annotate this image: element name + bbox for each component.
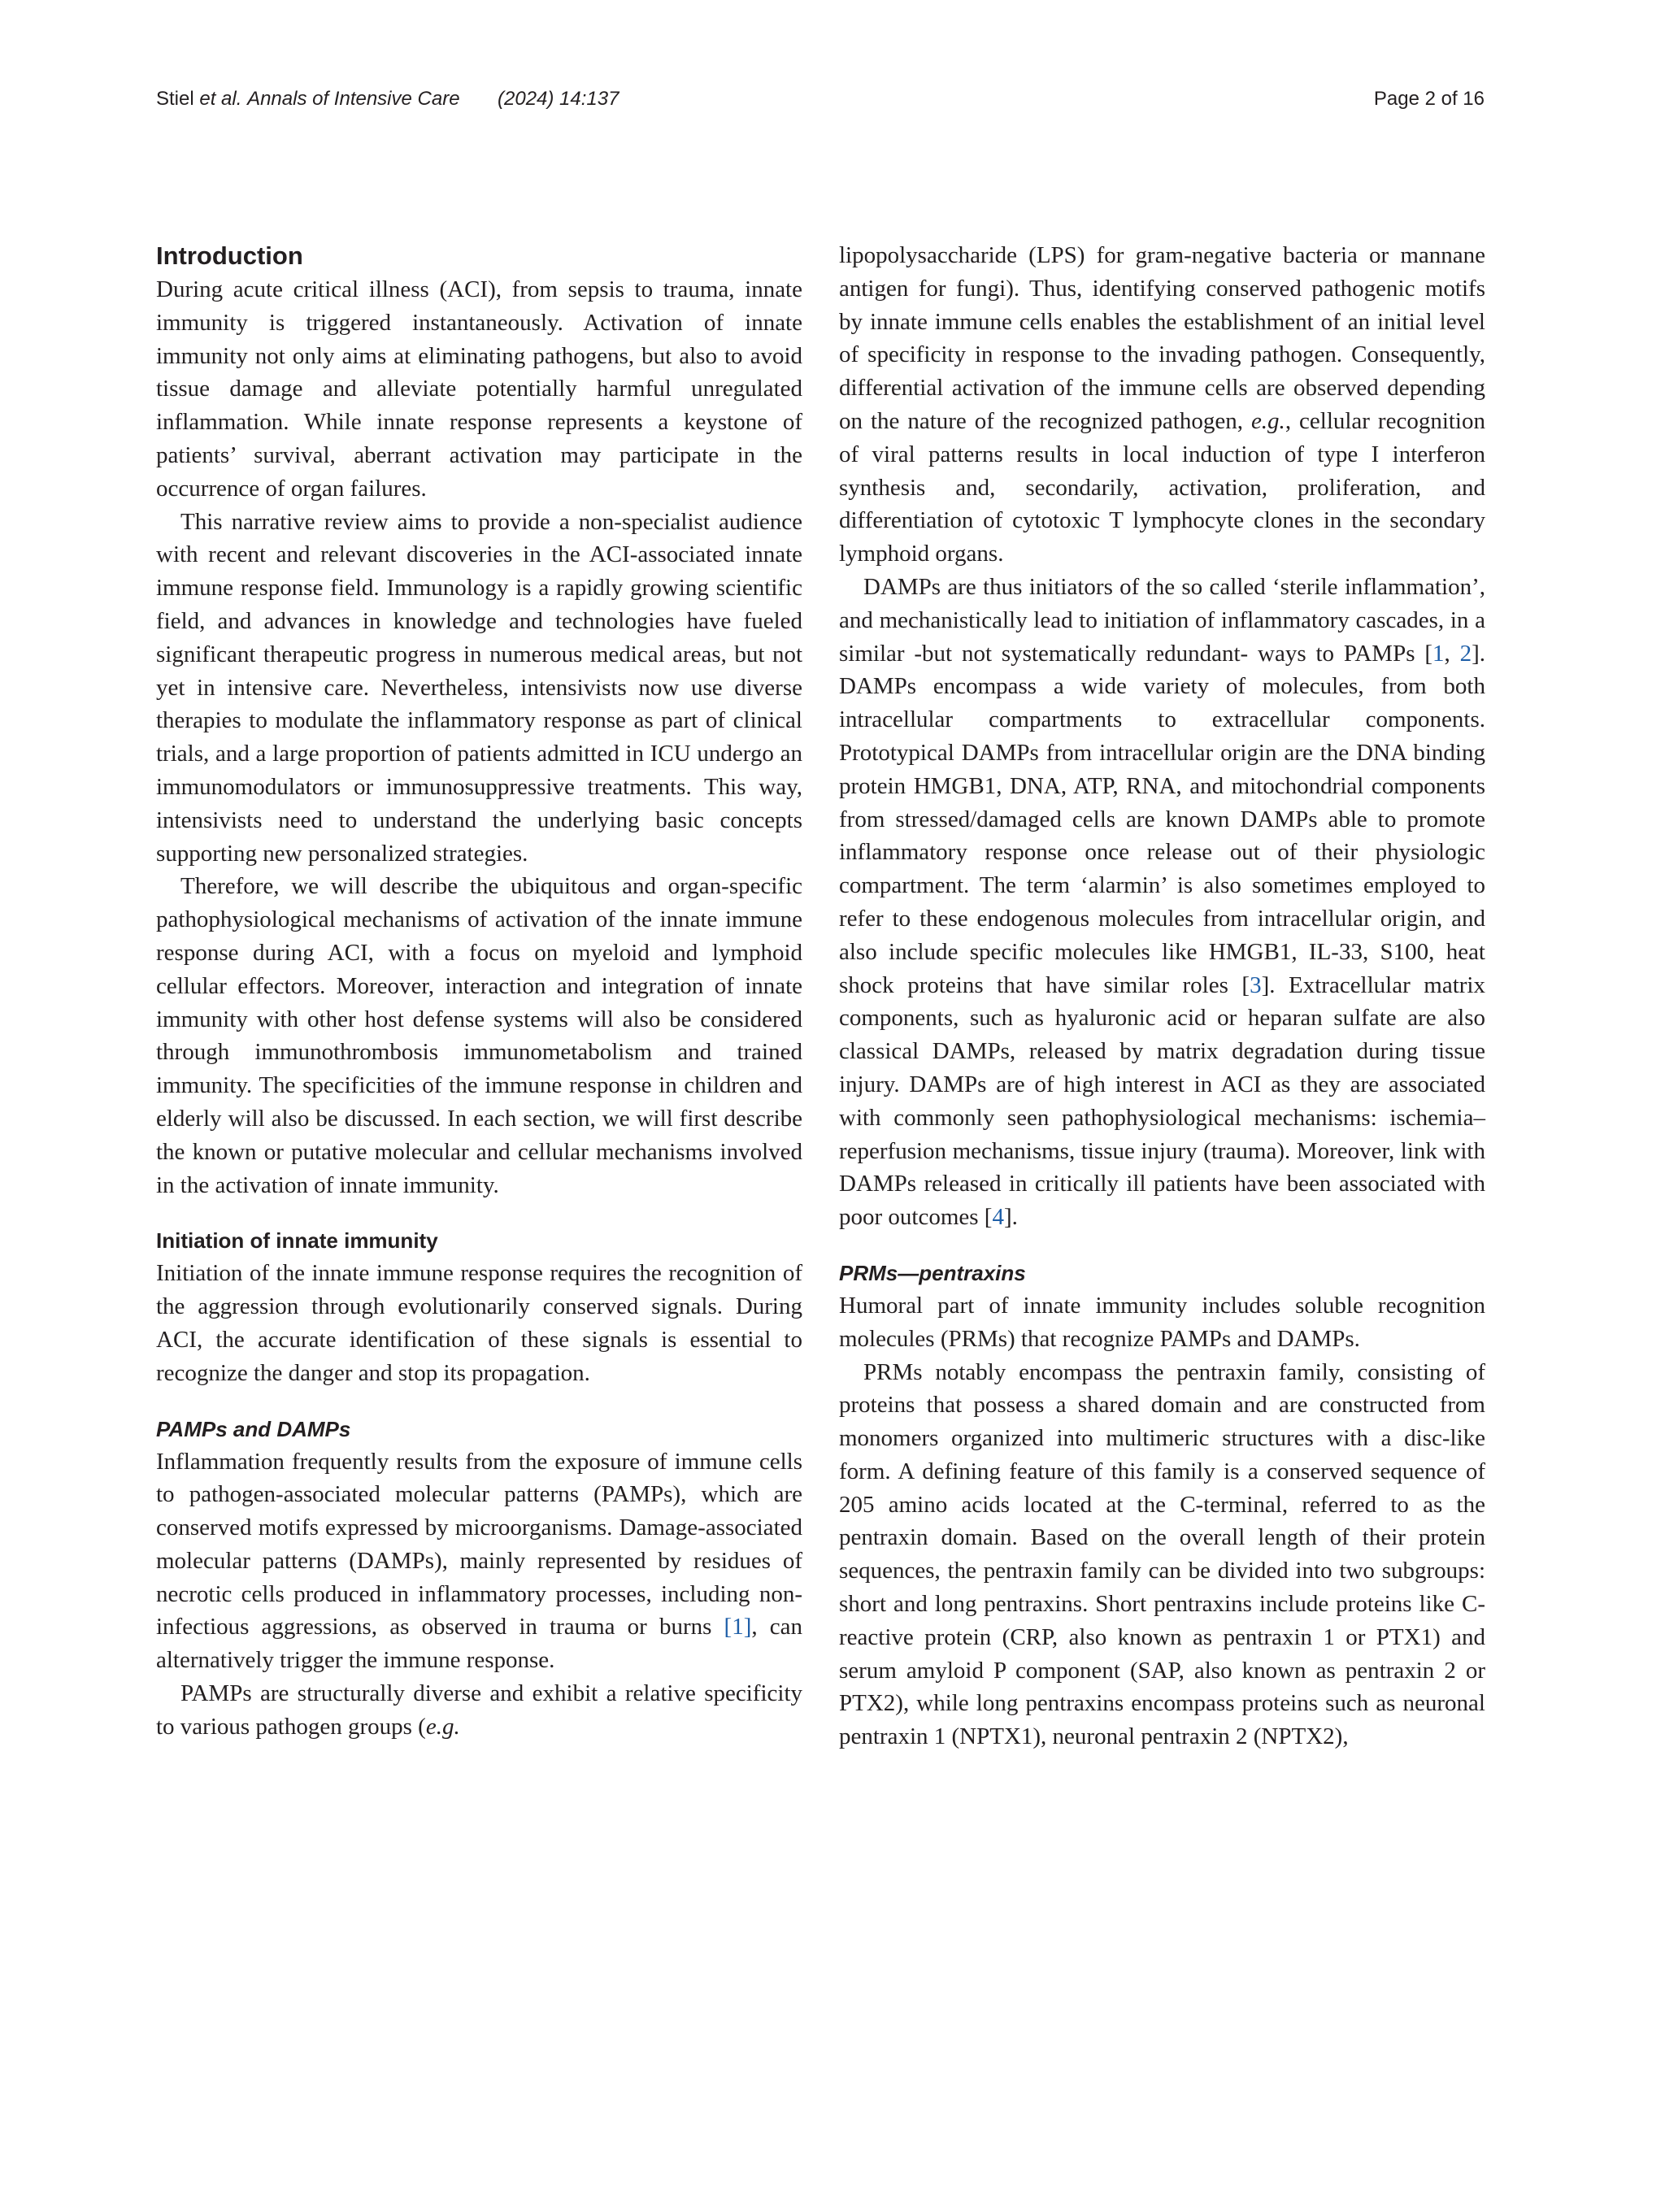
citation-link[interactable]: 2: [1459, 640, 1472, 667]
subsubsection-title-pamps-damps: PAMPs and DAMPs: [156, 1416, 351, 1441]
citation-link[interactable]: 1: [1432, 640, 1445, 667]
subsection-title-initiation: Initiation of innate immunity: [156, 1228, 438, 1254]
running-header: [156, 88, 1485, 120]
citation-link[interactable]: 3: [1250, 971, 1262, 998]
header-citation: (2024) 14:137: [498, 88, 619, 110]
pamps-paragraph-1: Inflammation frequently results from the exposure of immune cells to pathogen-associated molecular patterns (PAMPs), which are conserved motifs expressed by microorganisms. Damage-associated molecular patterns (DAMPs), mainly represented by residues of necrotic cells produced in inflammatory processes, including non-infectious aggressions, as observed in trauma or burns [1], can alternatively trigger the immune response.: [156, 1448, 803, 1674]
pamps-paragraph-2-continued: lipopolysaccharide (LPS) for gram-negative bacteria or mannane antigen for fungi). Thus, identifying conserved pathogenic motifs by innate immune cells enables the establishment of an initial level of specificity in response to the invading pathogen. Consequently, differential activation of the immune cells are observed depending on the nature of the recognized pathogen, e.g., cellular recognition of viral patterns results in local induction of type I interferon synthesis and, secondarily, activation, proliferation, and differentiation of cytotoxic T lymphocyte clones in the secondary lymphoid organs.: [839, 242, 1485, 567]
subsubsection-title-prms-pentraxins: PRMs—pentraxins: [839, 1260, 1026, 1285]
citation-link[interactable]: [1]: [724, 1614, 752, 1641]
intro-paragraph-3: Therefore, we will describe the ubiquitous and organ-specific pathophysiological mechanisms of activation of the innate immune response during ACI, with a focus on myeloid and lymphoid cellular effectors. Moreover, interaction and integration of innate immunity with other host defense systems will also be considered through immunothrombosis immunometabolism and trained immunity. The specificities of the immune response in children and elderly will also be discussed. In each section, we will first describe the known or putative molecular and cellular mechanisms involved in the activation of innate immunity.: [156, 873, 802, 1198]
section-title-introduction: Introduction: [156, 241, 303, 270]
prm-paragraph-1: Humoral part of innate immunity includes soluble recognition molecules (PRMs) that recognize PAMPs and DAMPs.: [839, 1292, 1485, 1352]
intro-paragraph-1: During acute critical illness (ACI), from sepsis to trauma, innate immunity is triggered instantaneously. Activation of innate immunity not only aims at eliminating pathogens, but also to avoid tissue damage and alleviate potentially harmful unregulated inflammation. While innate response represents a keystone of patients’ survival, aberrant activation may participate in the occurrence of organ failures.: [156, 276, 802, 502]
header-author: Stiel et al. Annals of Intensive Care: [156, 88, 460, 110]
right-column: [839, 239, 1485, 1754]
pamps-paragraph-2: PAMPs are structurally diverse and exhibit a relative specificity to various pathogen groups (e.g.: [156, 1680, 802, 1740]
initiation-paragraph: Initiation of the innate immune response requires the recognition of the aggression through evolutionarily conserved signals. During ACI, the accurate identification of these signals is essential to recognize the danger and stop its propagation.: [156, 1260, 802, 1386]
damps-paragraph: DAMPs are thus initiators of the so called ‘sterile inflammation’, and mechanistically lead to initiation of inflammatory cascades, in a similar -but not systematically redundant- ways to PAMPs [1, 2]. DAMPs encompass a wide variety of molecules, from both intracellular compartments to extracellular components. Prototypical DAMPs from intracellular origin are the DNA binding protein HMGB1, DNA, ATP, RNA, and mitochondrial components from stressed/damaged cells are known DAMPs able to promote inflammatory response once release out of their physiologic compartment. The term ‘alarmin’ is also sometimes employed to refer to these endogenous molecules from intracellular origin, and also include specific molecules like HMGB1, IL-33, S100, heat shock proteins that have similar roles [3]. Extracellular matrix components, such as hyaluronic acid or heparan sulfate are also classical DAMPs, released by matrix degradation during tissue injury. DAMPs are of high interest in ACI as they are associated with commonly seen pathophysiological mechanisms: ischemia–reperfusion mechanisms, tissue injury (trauma). Moreover, link with DAMPs released in critically ill patients have been associated with poor outcomes [4].: [839, 573, 1485, 1231]
left-column: [156, 239, 802, 1744]
citation-link[interactable]: 4: [992, 1204, 1004, 1231]
prm-paragraph-2: PRMs notably encompass the pentraxin family, consisting of proteins that possess a shared domain and are constructed from monomers organized into multimeric structures with a disc-like form. A defining feature of this family is a conserved sequence of 205 amino acids located at the C-terminal, referred to as the pentraxin domain. Based on the overall length of their protein sequences, the pentraxin family can be divided into two subgroups: short and long pentraxins. Short pentraxins include proteins like C-reactive protein (CRP, also known as pentraxin 1 or PTX1) and serum amyloid P component (SAP, also known as pentraxin 2 or PTX2), while long pentraxins encompass proteins such as neuronal pentraxin 1 (NPTX1), neuronal pentraxin 2 (NPTX2),: [839, 1358, 1485, 1750]
intro-paragraph-2: This narrative review aims to provide a non-specialist audience with recent and relevant discoveries in the ACI-associated innate immune response field. Immunology is a rapidly growing scientific field, and advances in knowledge and technologies have fueled significant therapeutic progress in numerous medical areas, but not yet in intensive care. Nevertheless, intensivists now use diverse therapies to modulate the inflammatory response as part of clinical trials, and a large proportion of patients admitted in ICU undergo an immunomodulators or immunosuppressive treatments. This way, intensivists need to understand the underlying basic concepts supporting new personalized strategies.: [156, 508, 802, 867]
page-number: Page 2 of 16: [1373, 88, 1485, 110]
